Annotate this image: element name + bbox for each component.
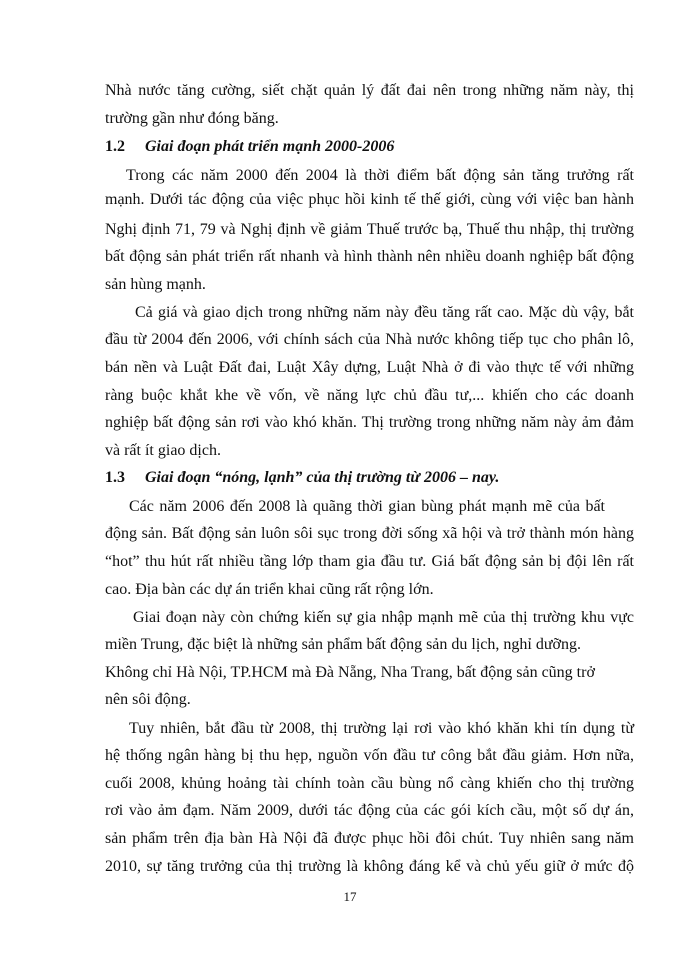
text-line: bất động sản phát triển rất nhanh và hình thành nên nhiều doanh nghiệp bất động — [105, 248, 634, 265]
section-title: Giai đoạn “nóng, lạnh” của thị trường từ 2006 – nay. — [145, 469, 500, 486]
text-line: rơi vào ảm đạm. Năm 2009, dưới tác động của các gói kích cầu, một số dự án, — [105, 802, 634, 819]
section-heading-1-2 — [105, 137, 634, 159]
text-line: Trong các năm 2000 đến 2004 là thời điểm bất động sản tăng trưởng rất — [126, 167, 634, 184]
text-line: nghiệp bất động sản rơi vào khó khăn. Thị trường trong những năm này ảm đảm — [105, 414, 634, 431]
text-line: “hot” thu hút rất nhiều tầng lớp tham gia đầu tư. Giá bất động sản bị đội lên rất — [105, 553, 634, 570]
text-line: mạnh. Dưới tác động của việc phục hồi kinh tế thế giới, cùng với việc ban hành — [105, 191, 634, 208]
text-line: Nhà nước tăng cường, siết chặt quản lý đất đai nên trong những năm này, thị — [105, 82, 634, 99]
text-line: động sản. Bất động sản luôn sôi sục trong đời sống xã hội và trở thành món hàng — [105, 525, 634, 542]
text-line: cuối 2008, khủng hoảng tài chính toàn cầu bùng nổ càng khiến cho thị trường — [105, 775, 634, 792]
text-line: miền Trung, đặc biệt là những sản phẩm bất động sản du lịch, nghỉ dưỡng. — [105, 636, 581, 653]
text-line: Cả giá và giao dịch trong những năm này đều tăng rất cao. Mặc dù vậy, bắt — [135, 304, 634, 321]
text-line: và rất ít giao dịch. — [105, 442, 221, 459]
text-line: trường gần như đóng băng. — [105, 110, 279, 127]
text-line: cao. Địa bàn các dự án triển khai cũng rất rộng lớn. — [105, 581, 434, 598]
section-number: 1.2 — [105, 138, 125, 155]
section-heading-1-3 — [105, 468, 634, 490]
text-line: bán nền và Luật Đất đai, Luật Xây dựng, Luật Nhà ở đi vào thực tế với những — [105, 359, 634, 376]
section-title: Giai đoạn phát triển mạnh 2000-2006 — [145, 138, 395, 155]
text-line: sản phẩm trên địa bàn Hà Nội đã được phục hồi đôi chút. Tuy nhiên sang năm — [105, 830, 634, 847]
section-number: 1.3 — [105, 469, 125, 486]
text-line: Nghị định 71, 79 và Nghị định về giảm Thuế trước bạ, Thuế thu nhập, thị trường — [105, 221, 634, 238]
text-line: nên sôi động. — [105, 691, 191, 708]
text-line: Tuy nhiên, bắt đầu từ 2008, thị trường lại rơi vào khó khăn khi tín dụng từ — [129, 720, 634, 737]
text-line: đầu từ 2004 đến 2006, với chính sách của Nhà nước không tiếp tục cho phân lô, — [105, 331, 634, 348]
text-line: Không chỉ Hà Nội, TP.HCM mà Đà Nẵng, Nha Trang, bất động sản cũng trở — [105, 664, 595, 681]
text-line: hệ thống ngân hàng bị thu hẹp, nguồn vốn đầu tư công bắt đầu giảm. Hơn nữa, — [105, 747, 634, 764]
text-line: Các năm 2006 đến 2008 là quãng thời gian bùng phát mạnh mẽ của bất — [129, 498, 605, 515]
text-line: ràng buộc khắt khe về vốn, về năng lực chủ đầu tư,... khiến cho các doanh — [105, 387, 634, 404]
text-line: Giai đoạn này còn chứng kiến sự gia nhập mạnh mẽ của thị trường khu vực — [133, 609, 634, 626]
page-number: 17 — [343, 889, 357, 904]
text-line: 2010, sự tăng trưởng của thị trường là không đáng kể và chủ yếu giữ ở mức độ — [105, 858, 634, 875]
text-line: sản hùng mạnh. — [105, 276, 206, 293]
